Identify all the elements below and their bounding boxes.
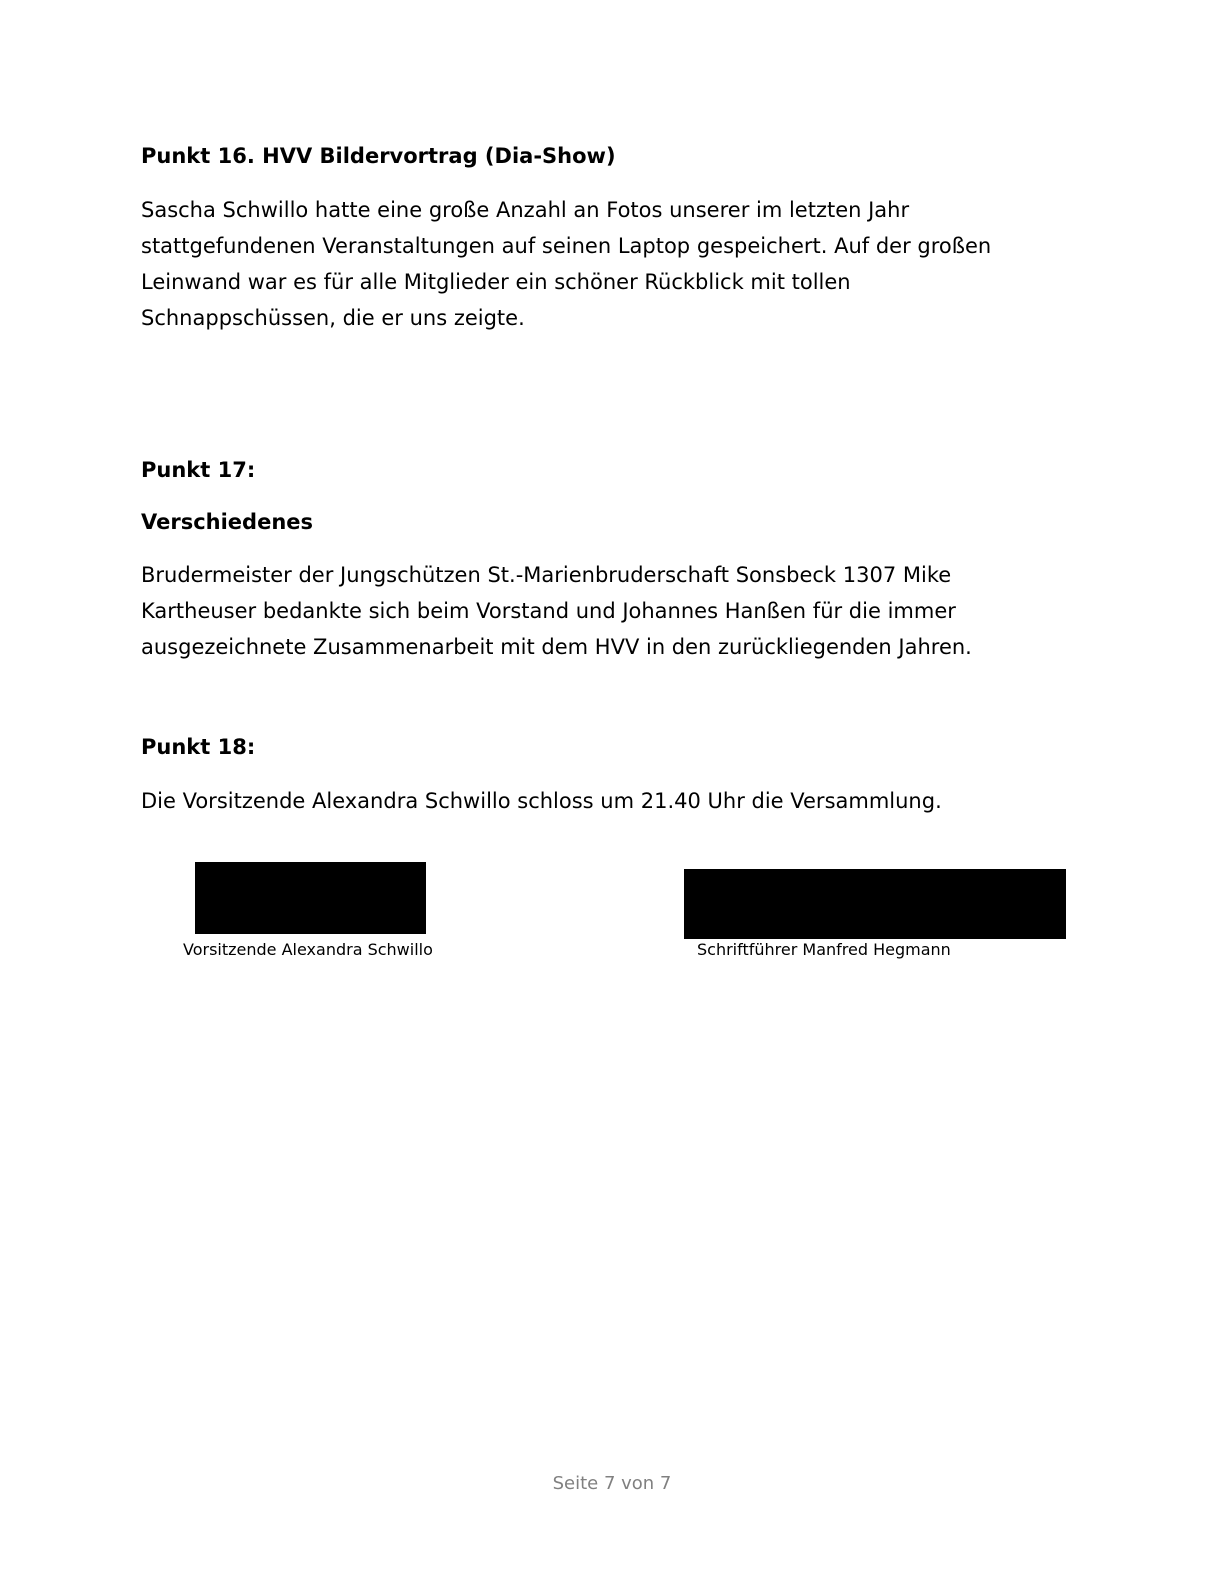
paragraph-line: Schnappschüssen, die er uns zeigte.	[141, 306, 525, 330]
section-16-heading: Punkt 16. HVV Bildervortrag (Dia-Show)	[141, 144, 616, 168]
section-17-subheading: Verschiedenes	[141, 510, 314, 534]
section-16-paragraph	[141, 192, 1081, 336]
paragraph-line: Sascha Schwillo hatte eine große Anzahl an Fotos unserer im letzten Jahr	[141, 198, 910, 222]
signature-label-left: Vorsitzende Alexandra Schwillo	[183, 940, 433, 959]
redacted-signature-left	[195, 862, 426, 934]
paragraph-line: stattgefundenen Veranstaltungen auf seinen Laptop gespeichert. Auf der großen	[141, 234, 992, 258]
paragraph-line: Kartheuser bedankte sich beim Vorstand und Johannes Hanßen für die immer	[141, 599, 956, 623]
section-17-heading: Punkt 17:	[141, 458, 256, 482]
redacted-signature-right	[684, 869, 1066, 939]
paragraph-line: ausgezeichnete Zusammenarbeit mit dem HVV in den zurückliegenden Jahren.	[141, 635, 972, 659]
paragraph-line: Brudermeister der Jungschützen St.-Marienbruderschaft Sonsbeck 1307 Mike	[141, 563, 952, 587]
signature-label-right: Schriftführer Manfred Hegmann	[697, 940, 951, 959]
paragraph-line: Leinwand war es für alle Mitglieder ein schöner Rückblick mit tollen	[141, 270, 851, 294]
page-number-footer: Seite 7 von 7	[552, 1473, 672, 1494]
paragraph-line: Die Vorsitzende Alexandra Schwillo schloss um 21.40 Uhr die Versammlung.	[141, 789, 942, 813]
section-18-paragraph	[141, 783, 1081, 819]
section-17-paragraph	[141, 557, 1081, 665]
section-18-heading: Punkt 18:	[141, 735, 256, 759]
